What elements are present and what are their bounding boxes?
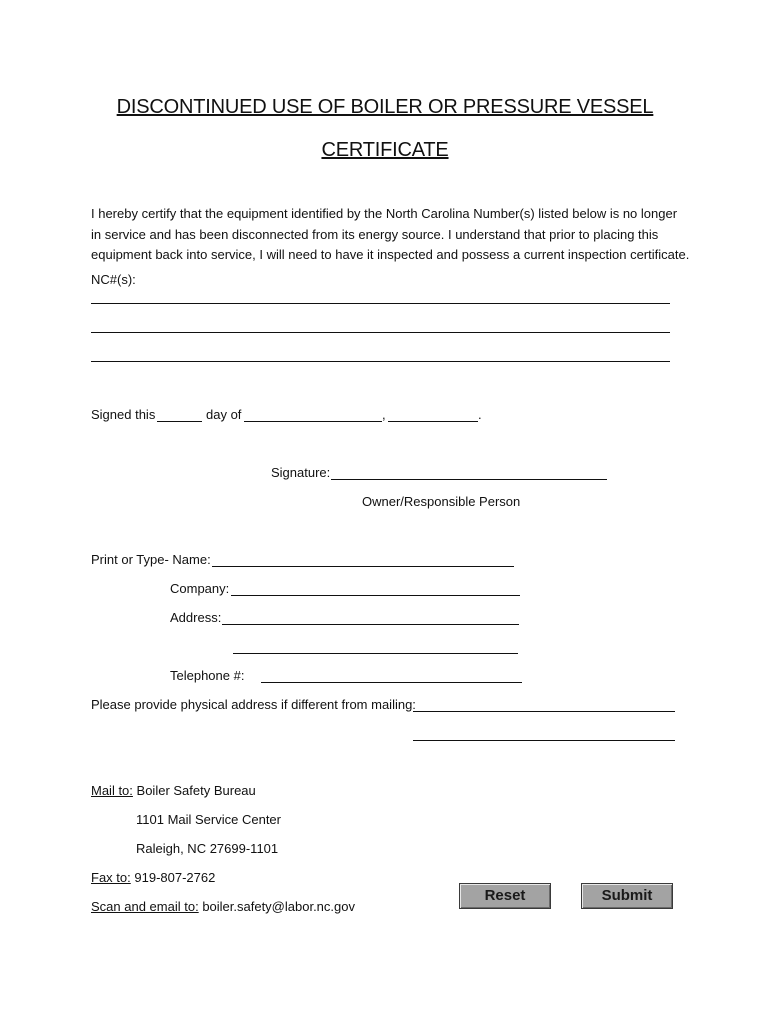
address-field-1[interactable] bbox=[222, 624, 519, 625]
signature-label: Signature: bbox=[271, 465, 331, 480]
physical-address-field-2[interactable] bbox=[413, 740, 675, 741]
telephone-label: Telephone #: bbox=[170, 668, 245, 683]
signed-year-field[interactable] bbox=[388, 421, 478, 422]
email-address: boiler.safety@labor.nc.gov bbox=[202, 899, 355, 914]
signed-period: . bbox=[478, 407, 482, 422]
fax-block bbox=[91, 870, 215, 885]
form-title-line1: DISCONTINUED USE OF BOILER OR PRESSURE VESSEL bbox=[116, 96, 654, 118]
physical-address-label: Please provide physical address if different from mailing: bbox=[91, 697, 416, 712]
nc-number-field-3[interactable] bbox=[91, 361, 670, 362]
email-label: Scan and email to: bbox=[91, 899, 199, 914]
signed-month-field[interactable] bbox=[244, 421, 382, 422]
mail-line1: Boiler Safety Bureau bbox=[136, 783, 256, 798]
company-field[interactable] bbox=[231, 595, 520, 596]
fax-number: 919-807-2762 bbox=[134, 870, 216, 885]
mail-to-label: Mail to: bbox=[91, 783, 133, 798]
mail-to-block bbox=[91, 783, 256, 798]
submit-button[interactable]: Submit bbox=[581, 883, 673, 909]
mail-line3: Raleigh, NC 27699-1101 bbox=[136, 841, 279, 856]
day-of-label: day of bbox=[206, 407, 242, 422]
certification-line2: in service and has been disconnected from its energy source. I understand that prior to placing this bbox=[91, 226, 659, 242]
physical-address-field-1[interactable] bbox=[413, 711, 675, 712]
form-title-line2: CERTIFICATE bbox=[321, 139, 449, 161]
signed-comma: , bbox=[382, 407, 386, 422]
name-field[interactable] bbox=[212, 566, 514, 567]
company-label: Company: bbox=[170, 581, 230, 596]
signature-field[interactable] bbox=[331, 479, 607, 480]
address-label: Address: bbox=[170, 610, 222, 625]
reset-button[interactable]: Reset bbox=[459, 883, 551, 909]
nc-numbers-label: NC#(s): bbox=[91, 272, 136, 287]
signed-this-label: Signed this bbox=[91, 407, 156, 422]
address-field-2[interactable] bbox=[233, 653, 518, 654]
certification-line3: equipment back into service, I will need to have it inspected and possess a current inspection certificate. bbox=[91, 247, 690, 262]
certification-line1: I hereby certify that the equipment identified by the North Carolina Number(s) listed below is no longer bbox=[91, 206, 678, 221]
email-block bbox=[91, 899, 355, 914]
telephone-field[interactable] bbox=[261, 682, 522, 683]
mail-line2: 1101 Mail Service Center bbox=[136, 812, 281, 827]
certification-text bbox=[91, 204, 691, 266]
signature-caption: Owner/Responsible Person bbox=[362, 494, 521, 509]
signed-day-field[interactable] bbox=[157, 421, 202, 422]
nc-number-field-2[interactable] bbox=[91, 332, 670, 333]
nc-number-field-1[interactable] bbox=[91, 303, 670, 304]
name-label: Print or Type- Name: bbox=[91, 552, 211, 567]
fax-label: Fax to: bbox=[91, 870, 131, 885]
